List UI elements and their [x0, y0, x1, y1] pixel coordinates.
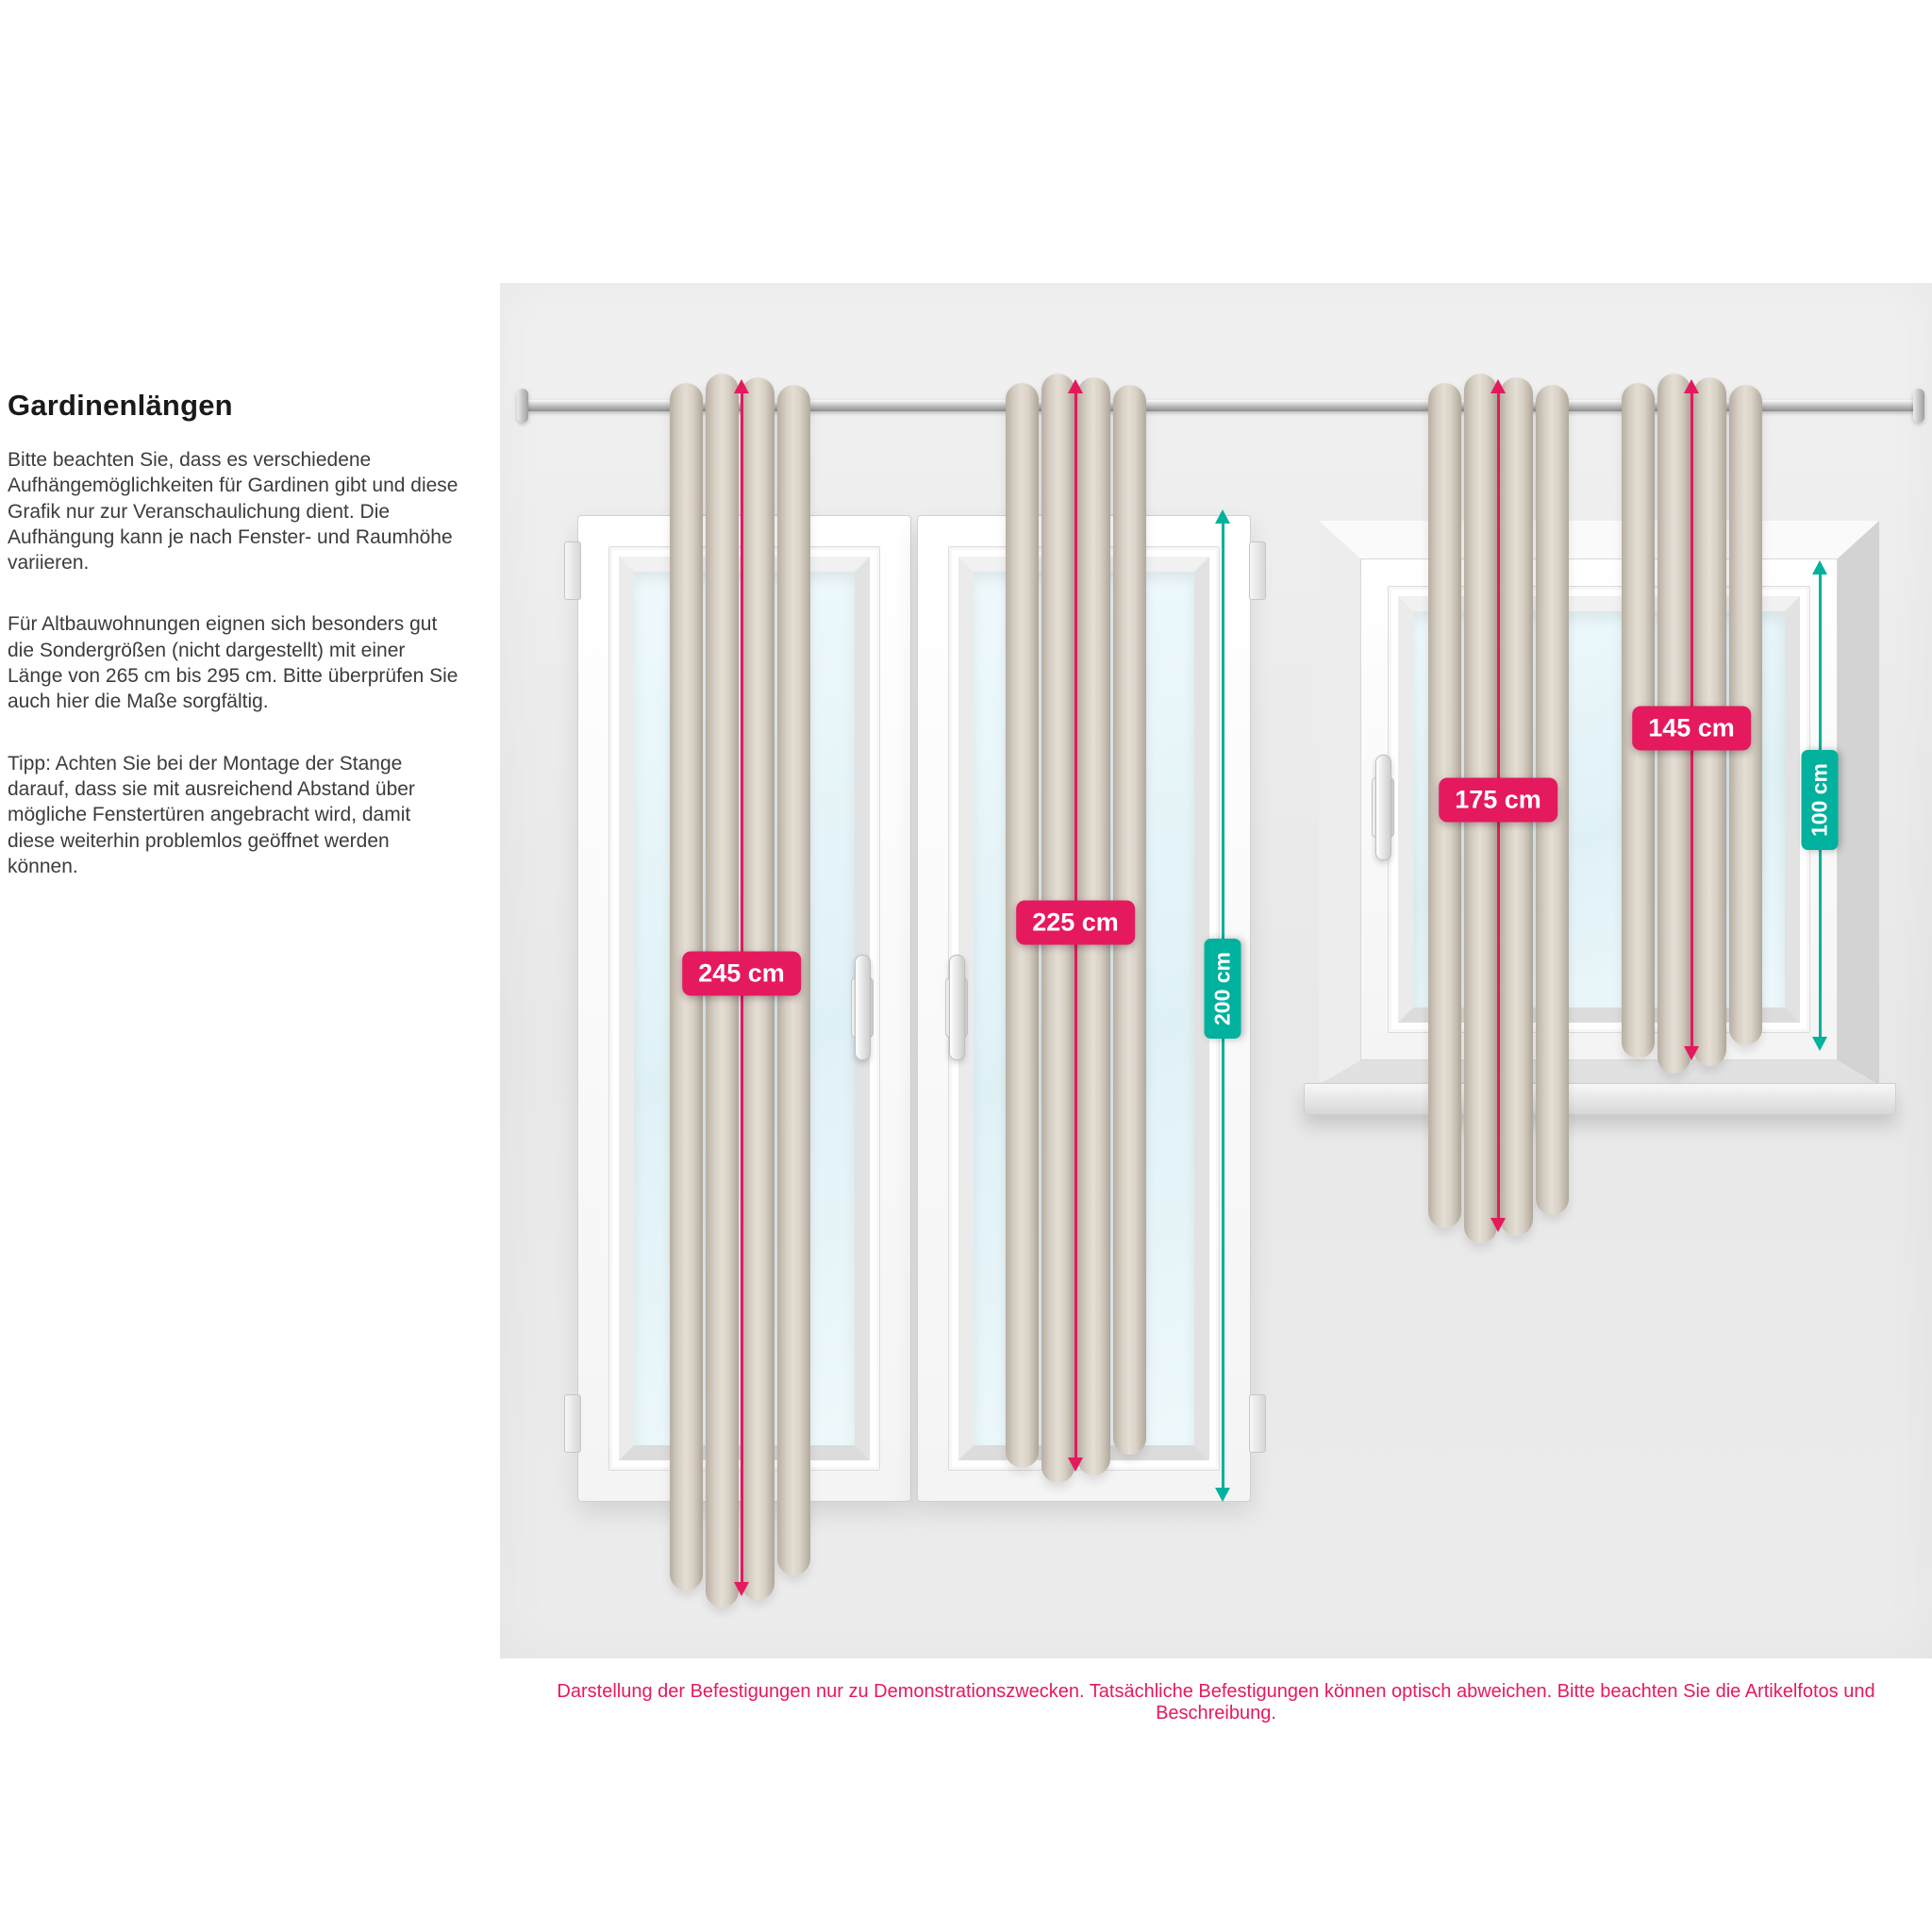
info-paragraph-2: Für Altbauwohnungen eignen sich besonders gut die Sondergrößen (nicht dargestellt) mit einer Länge von 265 cm bis 295 cm. Bitte überprüfen Sie auch hier die Maße sorgfältig.	[8, 613, 458, 713]
arrow-head-down	[1812, 1037, 1827, 1051]
measure-label-175: 175 cm	[1439, 778, 1557, 823]
curtain-rod-finial-left	[517, 389, 528, 423]
measure-label-145: 145 cm	[1632, 707, 1751, 751]
window-handle	[1372, 755, 1394, 879]
arrow-head-down	[734, 1582, 749, 1596]
page-title: Gardinenlängen	[8, 389, 233, 422]
handle-grip	[855, 955, 871, 1060]
arrow-head-down	[1068, 1457, 1083, 1472]
handle-grip	[1375, 755, 1391, 860]
window-handle	[851, 955, 874, 1079]
arrow-head-down	[1684, 1046, 1699, 1060]
measure-label-100: 100 cm	[1802, 750, 1839, 850]
info-paragraph-3: Tipp: Achten Sie bei der Montage der Stange darauf, dass sie mit ausreichend Abstand über mögliche Fenstertüren angebracht wird, damit diese weiterhin problemlos geöffnet werden können.	[8, 752, 415, 877]
info-paragraph-1: Bitte beachten Sie, dass es verschiedene Aufhängemöglichkeiten für Gardinen gibt und diese Grafik nur zur Veranschaulichung dient. Die Aufhängung kann je nach Fenster- und Raumhöhe variieren.	[8, 449, 458, 575]
handle-grip	[949, 955, 965, 1060]
window-sill	[1304, 1083, 1896, 1115]
measure-label-225: 225 cm	[1016, 901, 1135, 945]
info-panel	[8, 389, 458, 915]
measure-label-200: 200 cm	[1205, 939, 1241, 1039]
window-hinge	[564, 1394, 581, 1453]
arrow-head-down	[1215, 1488, 1230, 1502]
curtain-rod-finial-right	[1913, 389, 1924, 423]
window-hinge	[564, 541, 581, 600]
window-hinge	[1249, 541, 1266, 600]
window-hinge	[1249, 1394, 1266, 1453]
measure-label-245: 245 cm	[682, 952, 801, 996]
arrow-head-down	[1491, 1218, 1506, 1232]
window-handle	[945, 955, 968, 1079]
disclaimer-text: Darstellung der Befestigungen nur zu Demonstrationszwecken. Tatsächliche Befestigungen können optisch abweichen. Bitte beachten Sie die Artikelfotos und Beschreibung.	[557, 1681, 1875, 1724]
